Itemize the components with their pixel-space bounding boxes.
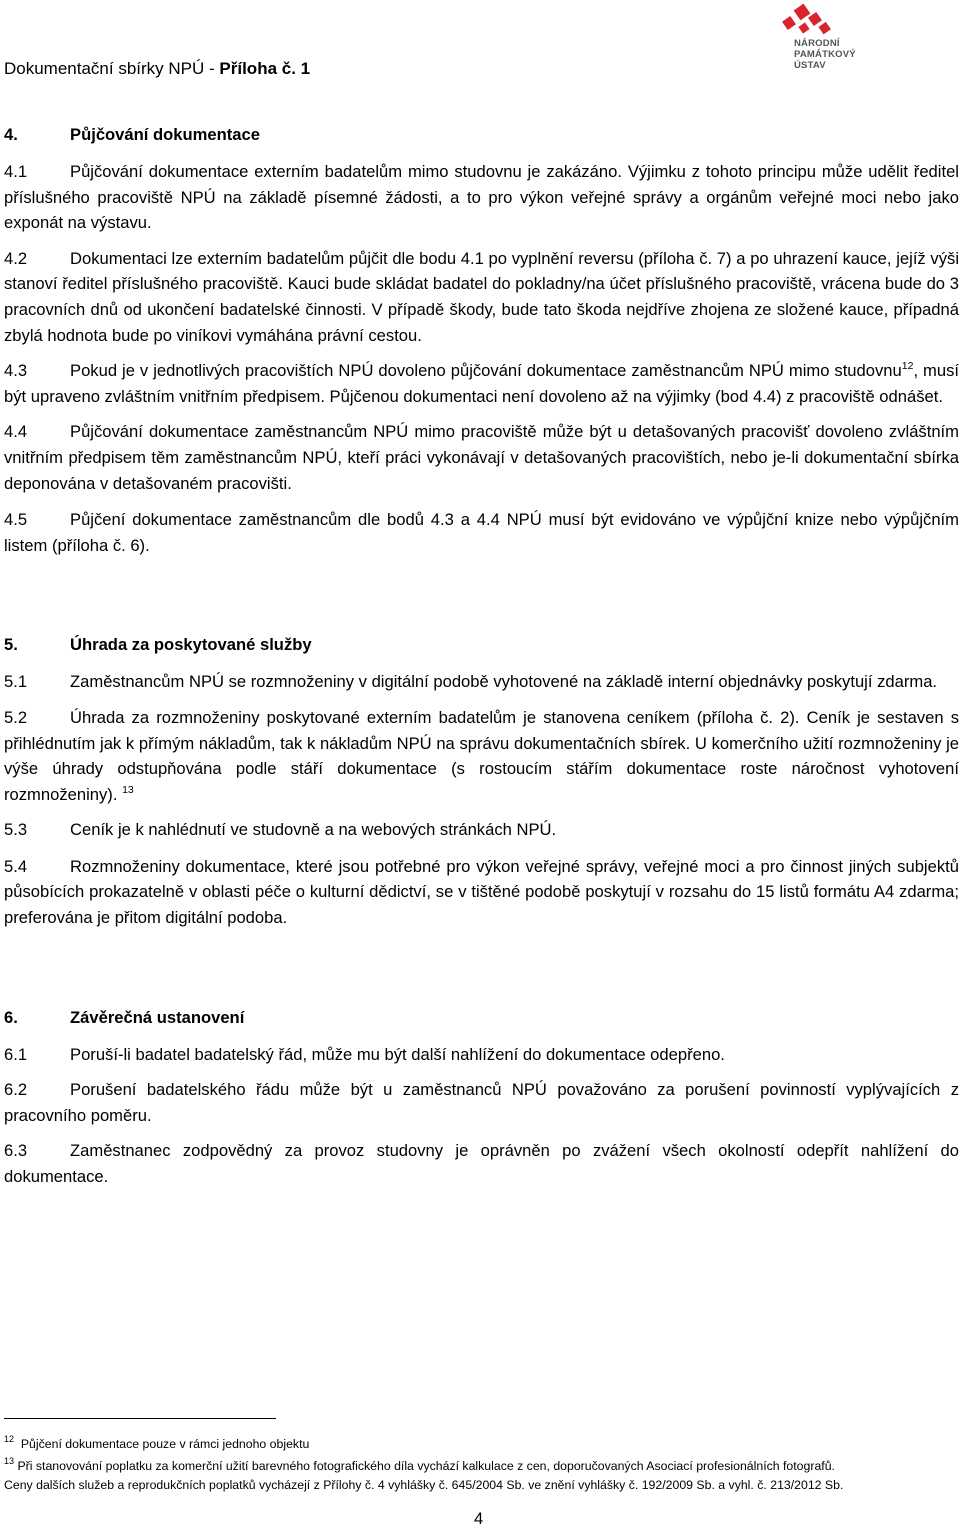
footnote-number: 13: [4, 1456, 15, 1466]
paragraph-text: Půjčování dokumentace externím badatelům mimo studovnu je zakázáno. Výjimku z tohoto principu může udělit ředitel příslušného pracoviště NPÚ na základě písemné žádosti, a to pro výkon veřejné správy a orgánům veřejné moci nebo jako exponát na výstavu.: [4, 162, 959, 233]
footnote-divider: [4, 1418, 276, 1419]
paragraph-text: Úhrada za rozmnoženiny poskytované externím badatelům je stanovena ceníkem (příloha č. 2). Ceník je sestaven s přihlédnutím jak k přímým nákladům, tak k nákladům NPÚ na správu dokumentačních sbírek. U komerčního užití rozmnoženiny je výše úhrady odstupňována podle stáří dokumentace (s rostoucím stářím dokumentace roste náročnost vyhotovení rozmnoženiny).: [4, 707, 959, 804]
document-header-title: [4, 58, 310, 80]
footnote-number: 12: [4, 1434, 15, 1444]
section-number: 4.: [4, 125, 18, 144]
paragraph-number: 4.4: [4, 422, 28, 442]
paragraph-number: 5.4: [4, 856, 28, 876]
paragraph-number: 6.2: [4, 1080, 28, 1100]
paragraph-4-2: [4, 246, 959, 348]
logo-line-3: ÚSTAV: [794, 60, 826, 71]
footnote-text: Půjčení dokumentace pouze v rámci jednoho objektu: [20, 1437, 310, 1451]
paragraph-number: 6.3: [4, 1141, 28, 1161]
paragraph-5-2: [4, 705, 959, 807]
paragraph-text: Pokud je v jednotlivých pracovištích NPÚ dovoleno půjčování dokumentace zaměstnancům NPÚ mimo studovnu: [70, 361, 902, 381]
footnote-12: [4, 1436, 309, 1452]
npu-logo-text: [794, 38, 856, 71]
paragraph-5-3: [4, 817, 959, 843]
paragraph-text: Ceník je k nahlédnutí ve studovně a na webových stránkách NPÚ.: [70, 820, 557, 840]
document-body: [4, 122, 959, 1190]
header-title-prefix: Dokumentační sbírky NPÚ -: [4, 59, 220, 78]
paragraph-4-5: [4, 507, 959, 558]
logo-line-1: NÁRODNÍ: [794, 38, 840, 49]
paragraph-4-1: [4, 159, 959, 236]
footnote-ref-12[interactable]: 12: [901, 360, 914, 373]
paragraph-text: Zaměstnancům NPÚ se rozmnoženiny v digitální podobě vyhotovené na základě interní objednávky poskytují zdarma.: [70, 672, 938, 692]
paragraph-6-1: [4, 1042, 959, 1068]
paragraph-5-4: [4, 854, 959, 931]
section-heading-6: [4, 1005, 959, 1030]
paragraph-text: Dokumentaci lze externím badatelům půjčit dle bodu 4.1 po vyplnění reversu (příloha č. 7) a po uhrazení kauce, jejíž výši stanoví ředitel příslušného pracoviště. Kauci bude skládat badatel do pokladny/na účet příslušného pracoviště, vrácena bude do 3 pracovních dnů od ukončení badatelské činnosti. V případě škody, bude tato škoda nejdříve zhojena ze složené kauce, případná zbylá hodnota bude po viníkovi vymáhána právní cestou.: [4, 248, 959, 345]
section-number: 5.: [4, 635, 18, 655]
section-number: 6.: [4, 1007, 18, 1027]
paragraph-4-3: [4, 358, 959, 409]
paragraph-text: Zaměstnanec zodpovědný za provoz studovny je oprávněn po zvážení všech okolností odepřít nahlížení do dokumentace.: [4, 1141, 959, 1187]
paragraph-number: 5.2: [4, 707, 28, 727]
paragraph-number: 4.5: [4, 510, 28, 530]
paragraph-5-1: [4, 669, 959, 695]
footnote-13-continuation: Ceny dalších služeb a reprodukčních poplatků vycházejí z Přílohy č. 4 vyhlášky č. 645/2004 Sb. ve znění vyhlášky č. 192/2009 Sb. a vyhl. č. 213/2012 Sb.: [4, 1478, 844, 1492]
paragraph-6-2: [4, 1077, 959, 1128]
paragraph-number: 4.3: [4, 361, 28, 381]
paragraph-number: 6.1: [4, 1044, 28, 1064]
paragraph-text: Porušení badatelského řádu může být u zaměstnanců NPÚ považováno za porušení povinností vyplývajících z pracovního poměru.: [4, 1080, 959, 1125]
header-title-attachment: Příloha č. 1: [219, 59, 311, 78]
section-title: Úhrada za poskytované služby: [70, 635, 312, 655]
paragraph-number: 4.2: [4, 248, 28, 268]
paragraph-text: Rozmnoženiny dokumentace, které jsou potřebné pro výkon veřejné správy, veřejné moci a pro činnost jiných subjektů působících prokazatelně v oblasti péče o kulturní dědictví, se v tištěné podobě poskytují v rozsahu do 15 listů formátu A4 zdarma; preferována je přitom digitální podoba.: [4, 856, 959, 928]
paragraph-number: 4.1: [4, 162, 28, 181]
paragraph-text: Půjčování dokumentace zaměstnancům NPÚ mimo pracoviště může být u detašovaných pracovišť dovoleno zvláštním vnitřním předpisem těm zaměstnancům NPÚ, kteří práci vykonávají v detašovaných pracovištích, nebo je-li dokumentační sbírka deponována v detašovaném pracovišti.: [4, 422, 959, 493]
section-heading-4: [4, 122, 959, 147]
footnote-ref-13[interactable]: 13: [122, 783, 134, 796]
paragraph-text-cont: , musí být upraveno zvláštním vnitřním předpisem. Půjčenou dokumentaci není dovoleno až na výjimky (bod 4.4) z pracoviště odnášet.: [4, 361, 960, 406]
section-heading-5: [4, 632, 959, 657]
footnote-text: Při stanovování poplatku za komerční užití barevného fotografického díla vychází kalkulace z cen, doporučovaných Asociací profesionálních fotografů.: [17, 1459, 835, 1473]
paragraph-number: 5.1: [4, 672, 28, 692]
footnote-13: [4, 1458, 835, 1474]
paragraph-text: Půjčení dokumentace zaměstnancům dle bodů 4.3 a 4.4 NPÚ musí být evidováno ve výpůjční knize nebo výpůjčním listem (příloha č. 6).: [4, 510, 959, 555]
logo-line-2: PAMÁTKOVÝ: [794, 49, 856, 60]
section-title: Závěrečná ustanovení: [70, 1007, 245, 1027]
section-title: Půjčování dokumentace: [70, 125, 260, 144]
paragraph-text: Poruší-li badatel badatelský řád, může mu být další nahlížení do dokumentace odepřeno.: [70, 1044, 725, 1064]
paragraph-number: 5.3: [4, 820, 28, 840]
paragraph-4-4: [4, 419, 959, 496]
page-number: 4: [474, 1510, 484, 1528]
paragraph-6-3: [4, 1138, 959, 1189]
